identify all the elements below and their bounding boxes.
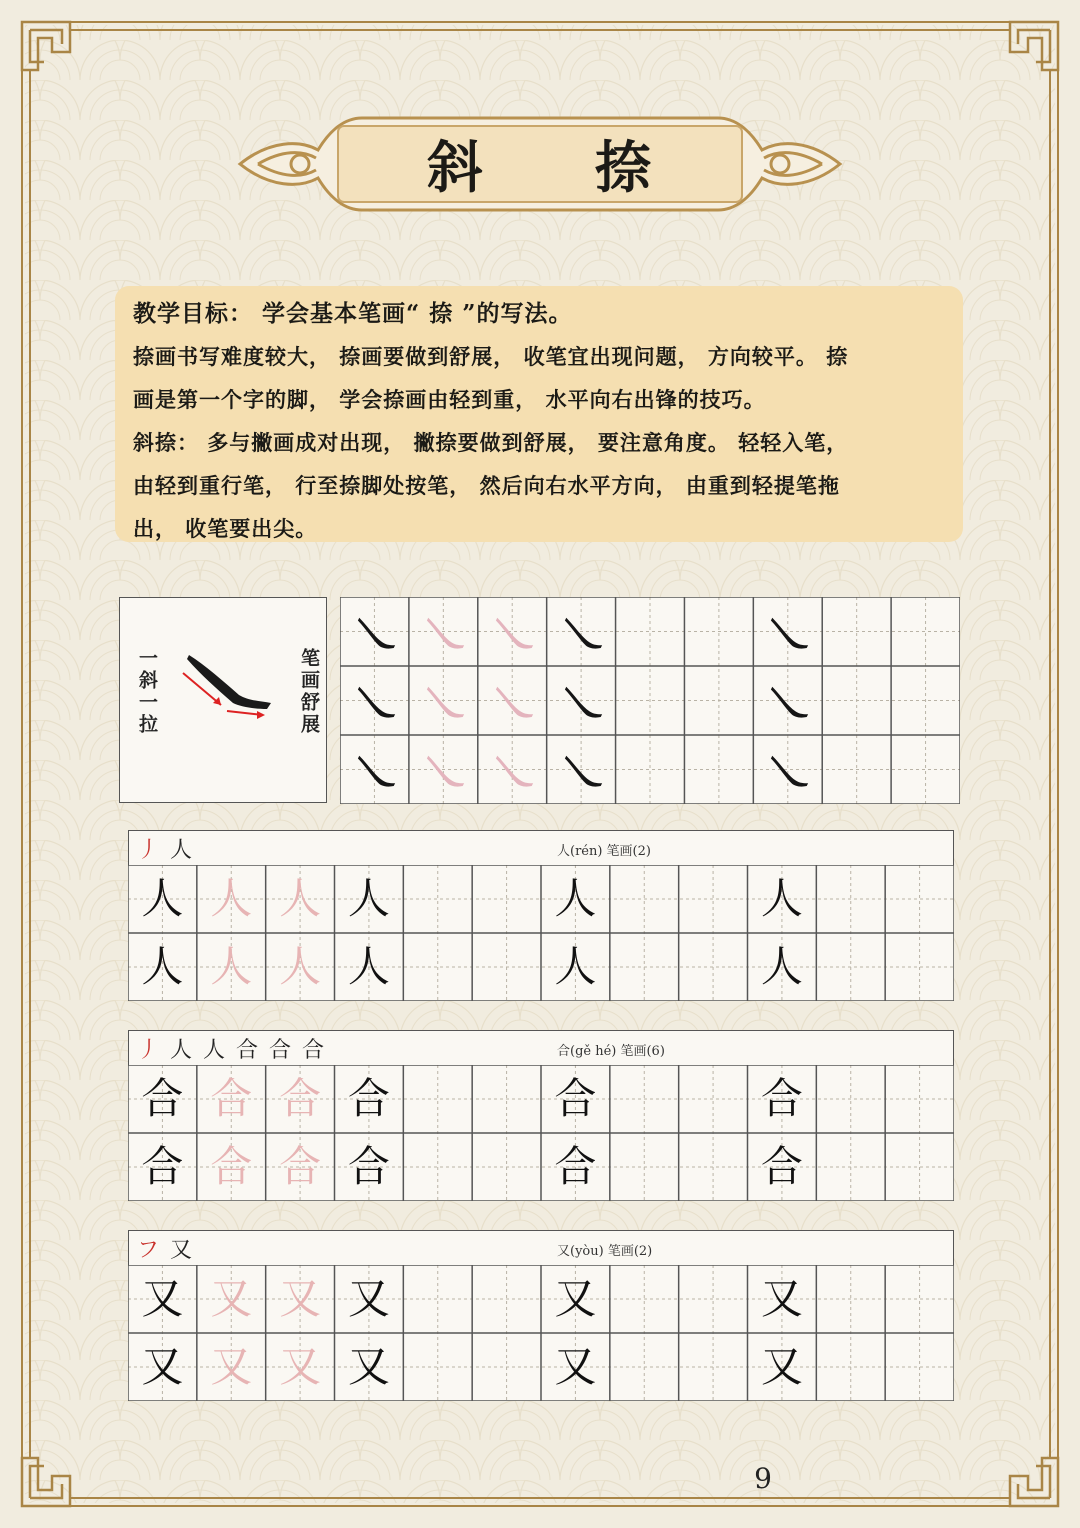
practice-character: 人 xyxy=(760,874,803,923)
practice-character: 又 xyxy=(760,1342,803,1391)
practice-character: 合 xyxy=(554,1074,597,1123)
stroke-trace xyxy=(478,597,547,666)
title-char-1: 斜 xyxy=(427,135,485,201)
trace-character: 合 xyxy=(279,1142,322,1191)
practice-character: 合 xyxy=(141,1142,184,1191)
character-info: 又(yòu) 笔画(2) xyxy=(557,1244,653,1259)
stroke-trace xyxy=(409,735,478,804)
stroke-order xyxy=(137,1033,326,1064)
practice-header xyxy=(128,830,954,866)
trace-character: 又 xyxy=(279,1342,322,1391)
stroke-sample xyxy=(340,597,409,666)
practice-character: 合 xyxy=(554,1142,597,1191)
practice-character: 合 xyxy=(760,1142,803,1191)
stroke-sample xyxy=(753,597,822,666)
goal-line: 出， 收笔要出尖。 xyxy=(133,516,318,541)
goal-line: 画是第一个字的脚， 学会捺画由轻到重， 水平向右出锋的技巧。 xyxy=(133,387,766,412)
stroke-order-rest: 人 人 合 合 合 xyxy=(170,1038,326,1063)
stroke-order xyxy=(137,833,194,864)
stroke-practice-grid xyxy=(340,597,960,804)
stroke-trace xyxy=(478,666,547,735)
stroke-order-rest: 人 xyxy=(170,838,195,863)
practice-grid xyxy=(128,1065,954,1201)
trace-character: 又 xyxy=(279,1274,322,1323)
character-info: 人(rén) 笔画(2) xyxy=(557,844,651,859)
practice-character: 又 xyxy=(141,1274,184,1323)
trace-character: 合 xyxy=(210,1074,253,1123)
stroke-sample xyxy=(340,666,409,735)
practice-character: 人 xyxy=(141,942,184,991)
stroke-trace xyxy=(409,666,478,735)
practice-character: 又 xyxy=(554,1274,597,1323)
page-title xyxy=(340,126,740,202)
practice-character: 人 xyxy=(141,874,184,923)
stroke-order-rest: 又 xyxy=(170,1238,195,1263)
stroke-trace xyxy=(409,597,478,666)
stroke-order-first: 丿 xyxy=(137,838,162,863)
stroke-trace xyxy=(478,735,547,804)
stroke-sample xyxy=(547,666,616,735)
stroke-order-first: フ xyxy=(137,1238,162,1263)
trace-character: 又 xyxy=(210,1274,253,1323)
practice-grid xyxy=(128,1265,954,1401)
stroke-demo-box xyxy=(119,597,327,803)
stroke-demo-left-label: 一斜一拉 xyxy=(136,648,158,736)
goal-line: 教学目标： 学会基本笔画“ 捺 ”的写法。 xyxy=(133,300,573,327)
trace-character: 合 xyxy=(279,1074,322,1123)
goal-line: 捺画书写难度较大， 捺画要做到舒展， 收笔宜出现问题， 方向较平。 捺 xyxy=(133,344,849,369)
trace-character: 人 xyxy=(279,874,322,923)
goal-line: 由轻到重行笔， 行至捺脚处按笔， 然后向右水平方向， 由重到轻提笔拖 xyxy=(133,473,840,498)
trace-character: 人 xyxy=(279,942,322,991)
practice-character: 合 xyxy=(141,1074,184,1123)
stroke-sample xyxy=(340,735,409,804)
practice-character: 合 xyxy=(347,1142,390,1191)
title-char-2: 捺 xyxy=(595,135,653,201)
stroke-order-first: 丿 xyxy=(137,1038,162,1063)
teaching-goal-panel xyxy=(115,286,963,542)
character-info: 合(gě hé) 笔画(6) xyxy=(557,1044,665,1059)
stroke-sample xyxy=(547,597,616,666)
practice-character: 又 xyxy=(760,1274,803,1323)
stroke-sample xyxy=(547,735,616,804)
practice-character: 合 xyxy=(347,1074,390,1123)
practice-character: 又 xyxy=(347,1274,390,1323)
stroke-demo-illustration xyxy=(175,643,285,723)
stroke-demo-right-label: 笔画舒展 xyxy=(298,648,320,736)
practice-character: 又 xyxy=(141,1342,184,1391)
practice-header xyxy=(128,1230,954,1266)
practice-character: 合 xyxy=(760,1074,803,1123)
practice-character: 人 xyxy=(760,942,803,991)
practice-character: 又 xyxy=(554,1342,597,1391)
goal-line: 斜捺： 多与撇画成对出现， 撇捺要做到舒展， 要注意角度。 轻轻入笔， xyxy=(133,430,849,455)
trace-character: 人 xyxy=(210,942,253,991)
practice-header xyxy=(128,1030,954,1066)
practice-character: 又 xyxy=(347,1342,390,1391)
page-number: 9 xyxy=(754,1462,772,1495)
stroke-sample xyxy=(753,666,822,735)
trace-character: 人 xyxy=(210,874,253,923)
trace-character: 又 xyxy=(210,1342,253,1391)
practice-grid xyxy=(128,865,954,1001)
practice-character: 人 xyxy=(347,942,390,991)
practice-character: 人 xyxy=(554,874,597,923)
practice-character: 人 xyxy=(347,874,390,923)
trace-character: 合 xyxy=(210,1142,253,1191)
stroke-order xyxy=(137,1233,194,1264)
practice-character: 人 xyxy=(554,942,597,991)
stroke-sample xyxy=(753,735,822,804)
